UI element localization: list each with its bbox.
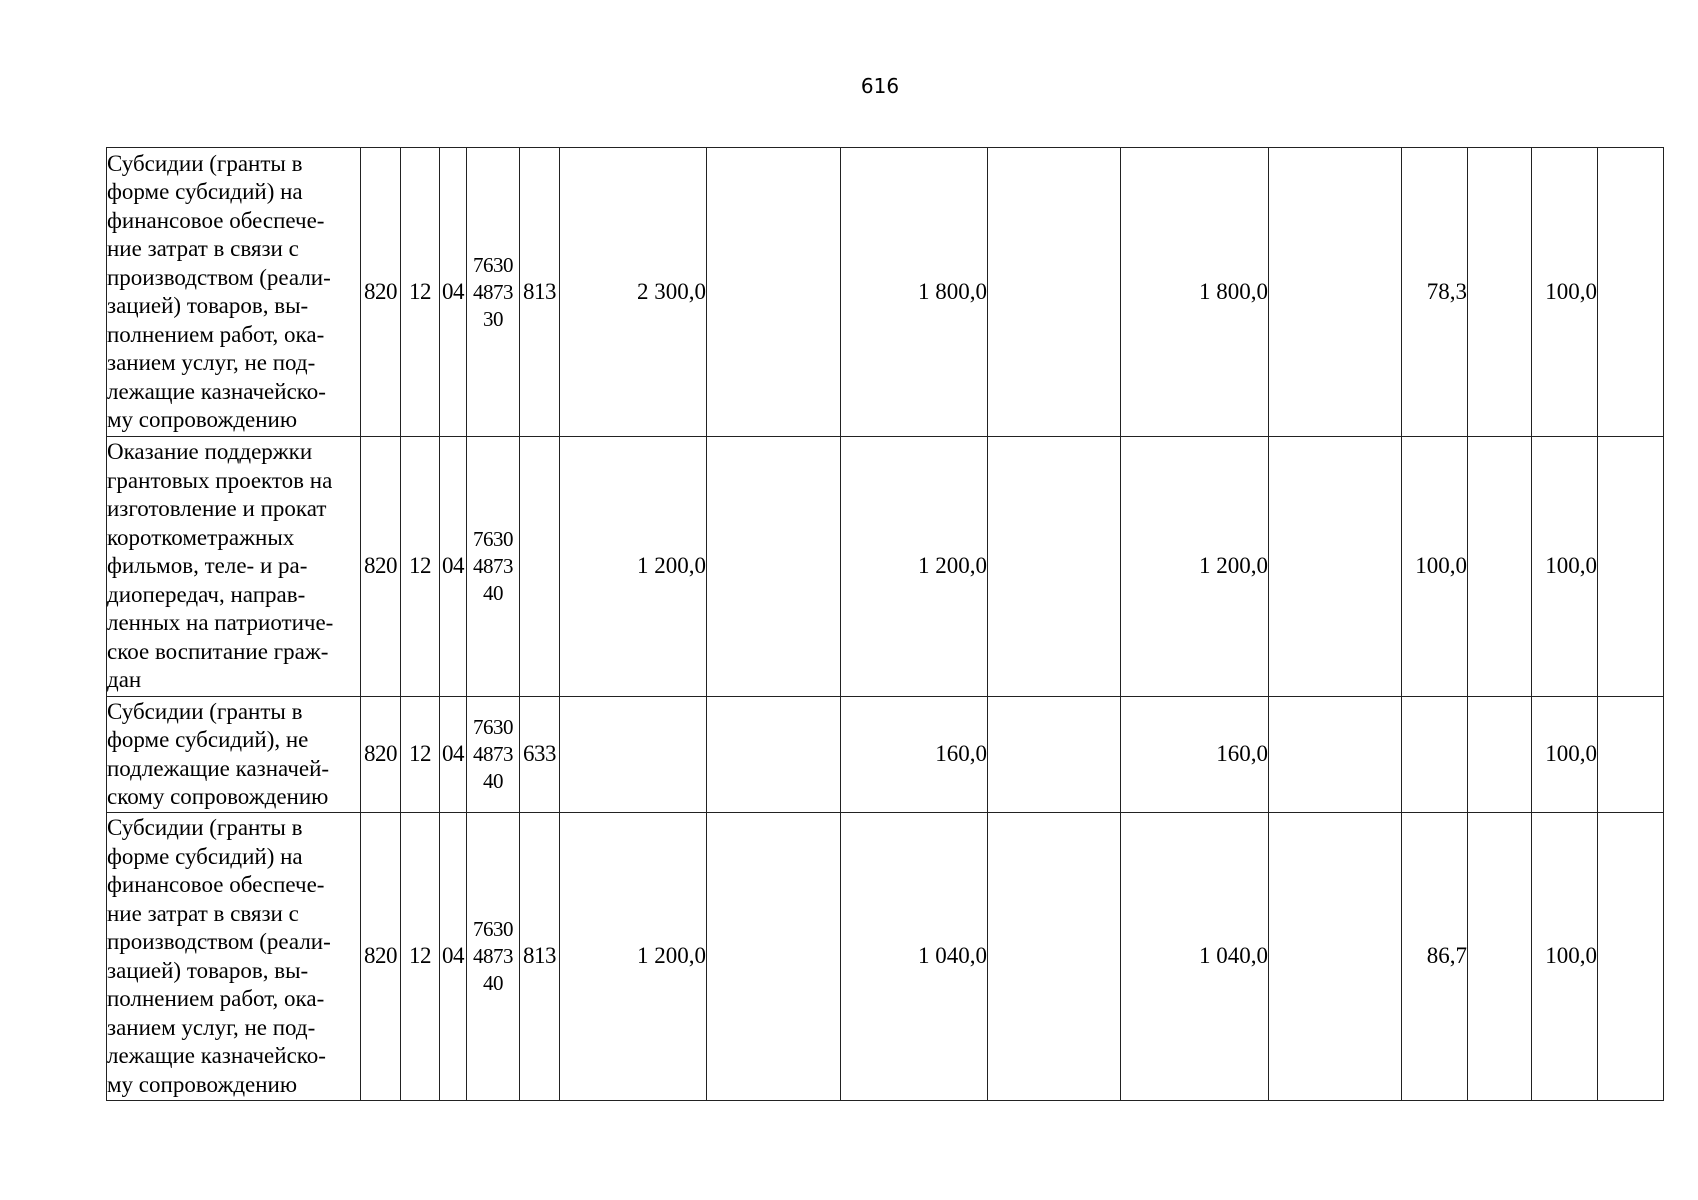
executed-amount-cell: 1 800,0 xyxy=(1121,148,1269,437)
empty-cell xyxy=(988,697,1121,813)
target-article-line: 40 xyxy=(483,769,503,793)
target-article-line: 7630 xyxy=(473,527,513,551)
row-name-line: производством (реали- xyxy=(107,264,331,290)
section-code-cell: 12 xyxy=(401,437,440,697)
subsection-code-cell: 04 xyxy=(440,437,467,697)
table-row xyxy=(107,437,1664,697)
empty-cell xyxy=(707,148,841,437)
row-name-line: ние затрат в связи с xyxy=(107,236,299,261)
ministry-code-cell: 820 xyxy=(361,437,401,697)
target-article-line: 4873 xyxy=(473,279,513,304)
row-name-line: ленных на патриотиче- xyxy=(107,610,334,636)
target-article-line: 7630 xyxy=(473,715,513,739)
row-name-cell xyxy=(107,813,361,1101)
section-code-cell: 12 xyxy=(401,813,440,1101)
executed-amount-cell: 160,0 xyxy=(1121,697,1269,813)
row-name-line: финансовое обеспече- xyxy=(107,872,325,897)
row-name-line: грантовых проектов на xyxy=(107,467,333,493)
empty-cell xyxy=(1598,437,1664,697)
row-name-line: Субсидии (гранты в xyxy=(107,698,303,724)
row-name-line: форме субсидий) на xyxy=(107,179,303,204)
revised-amount-cell: 1 800,0 xyxy=(841,148,988,437)
row-name-line: Субсидии (гранты в xyxy=(107,150,303,176)
table-row xyxy=(107,148,1664,437)
row-name-line: занием услуг, не под- xyxy=(107,350,316,375)
row-name-line: Оказание поддержки xyxy=(107,439,313,465)
percent-of-revised-cell: 100,0 xyxy=(1532,148,1598,437)
approved-amount-cell: 2 300,0 xyxy=(560,148,707,437)
approved-amount-cell xyxy=(560,697,707,813)
target-article-cell xyxy=(467,437,520,697)
budget-table xyxy=(106,147,1664,1101)
row-name-line: зацией) товаров, вы- xyxy=(107,293,309,318)
target-article-line: 4873 xyxy=(473,742,513,766)
empty-cell xyxy=(1269,148,1402,437)
target-article-line: 4873 xyxy=(473,944,513,968)
row-name-line: финансовое обеспече- xyxy=(107,207,325,233)
row-name-line: дан xyxy=(107,667,142,693)
row-name-line: короткометражных xyxy=(107,524,295,550)
expense-type-cell: 813 xyxy=(520,148,560,437)
ministry-code-cell: 820 xyxy=(361,148,401,437)
subsection-code-cell: 04 xyxy=(440,697,467,813)
row-name-line: форме субсидий) на xyxy=(107,843,303,869)
empty-cell xyxy=(707,697,841,813)
row-name-line: подлежащие казначей- xyxy=(107,755,330,781)
revised-amount-cell: 1 200,0 xyxy=(841,437,988,697)
empty-cell xyxy=(988,813,1121,1101)
table-row xyxy=(107,697,1664,813)
target-article-cell xyxy=(467,697,520,813)
row-name-line: скому сопровождению xyxy=(107,784,329,809)
row-name-line: му сопровождению xyxy=(107,1071,298,1097)
target-article-line: 7630 xyxy=(473,252,513,277)
percent-of-approved-cell: 100,0 xyxy=(1402,437,1468,697)
target-article-cell xyxy=(467,148,520,437)
revised-amount-cell: 1 040,0 xyxy=(841,813,988,1101)
percent-of-revised-cell: 100,0 xyxy=(1532,437,1598,697)
ministry-code-cell: 820 xyxy=(361,813,401,1101)
approved-amount-cell: 1 200,0 xyxy=(560,813,707,1101)
row-name-line: полнением работ, ока- xyxy=(107,986,325,1011)
target-article-line: 40 xyxy=(483,581,503,605)
row-name-line: производством (реали- xyxy=(107,929,331,954)
empty-cell xyxy=(707,437,841,697)
empty-cell xyxy=(988,148,1121,437)
row-name-line: ние затрат в связи с xyxy=(107,900,299,926)
target-article-line: 30 xyxy=(483,306,503,331)
subsection-code-cell: 04 xyxy=(440,813,467,1101)
expense-type-cell: 813 xyxy=(520,813,560,1101)
row-name-line: фильмов, теле- и ра- xyxy=(107,553,308,579)
row-name-line: зацией) товаров, вы- xyxy=(107,957,309,983)
table-body xyxy=(107,148,1664,1101)
executed-amount-cell: 1 040,0 xyxy=(1121,813,1269,1101)
empty-cell xyxy=(1468,437,1532,697)
subsection-code-cell: 04 xyxy=(440,148,467,437)
empty-cell xyxy=(988,437,1121,697)
row-name-line: изготовление и прокат xyxy=(107,496,327,522)
percent-of-approved-cell: 86,7 xyxy=(1402,813,1468,1101)
empty-cell xyxy=(1598,148,1664,437)
ministry-code-cell: 820 xyxy=(361,697,401,813)
percent-of-revised-cell: 100,0 xyxy=(1532,813,1598,1101)
percent-of-revised-cell: 100,0 xyxy=(1532,697,1598,813)
target-article-line: 40 xyxy=(483,971,503,995)
row-name-line: ское воспитание граж- xyxy=(107,638,329,664)
revised-amount-cell: 160,0 xyxy=(841,697,988,813)
expense-type-cell: 633 xyxy=(520,697,560,813)
row-name-cell xyxy=(107,148,361,437)
row-name-line: полнением работ, ока- xyxy=(107,321,325,347)
row-name-line: диопередач, направ- xyxy=(107,581,306,607)
row-name-line: Субсидии (гранты в xyxy=(107,815,303,840)
empty-cell xyxy=(1269,437,1402,697)
empty-cell xyxy=(1269,813,1402,1101)
expense-type-cell xyxy=(520,437,560,697)
executed-amount-cell: 1 200,0 xyxy=(1121,437,1269,697)
empty-cell xyxy=(707,813,841,1101)
approved-amount-cell: 1 200,0 xyxy=(560,437,707,697)
percent-of-approved-cell xyxy=(1402,697,1468,813)
section-code-cell: 12 xyxy=(401,148,440,437)
empty-cell xyxy=(1598,813,1664,1101)
target-article-line: 7630 xyxy=(473,917,513,941)
row-name-line: форме субсидий), не xyxy=(107,727,309,752)
empty-cell xyxy=(1468,148,1532,437)
row-name-line: занием услуг, не под- xyxy=(107,1014,316,1040)
row-name-line: му сопровождению xyxy=(107,407,298,432)
row-name-line: лежащие казначейско- xyxy=(107,378,326,404)
page-number: 616 xyxy=(860,74,900,98)
section-code-cell: 12 xyxy=(401,697,440,813)
target-article-line: 4873 xyxy=(473,554,513,578)
empty-cell xyxy=(1598,697,1664,813)
target-article-cell xyxy=(467,813,520,1101)
percent-of-approved-cell: 78,3 xyxy=(1402,148,1468,437)
row-name-line: лежащие казначейско- xyxy=(107,1043,326,1068)
row-name-cell xyxy=(107,697,361,813)
empty-cell xyxy=(1468,813,1532,1101)
empty-cell xyxy=(1269,697,1402,813)
row-name-cell xyxy=(107,437,361,697)
empty-cell xyxy=(1468,697,1532,813)
table-row xyxy=(107,813,1664,1101)
